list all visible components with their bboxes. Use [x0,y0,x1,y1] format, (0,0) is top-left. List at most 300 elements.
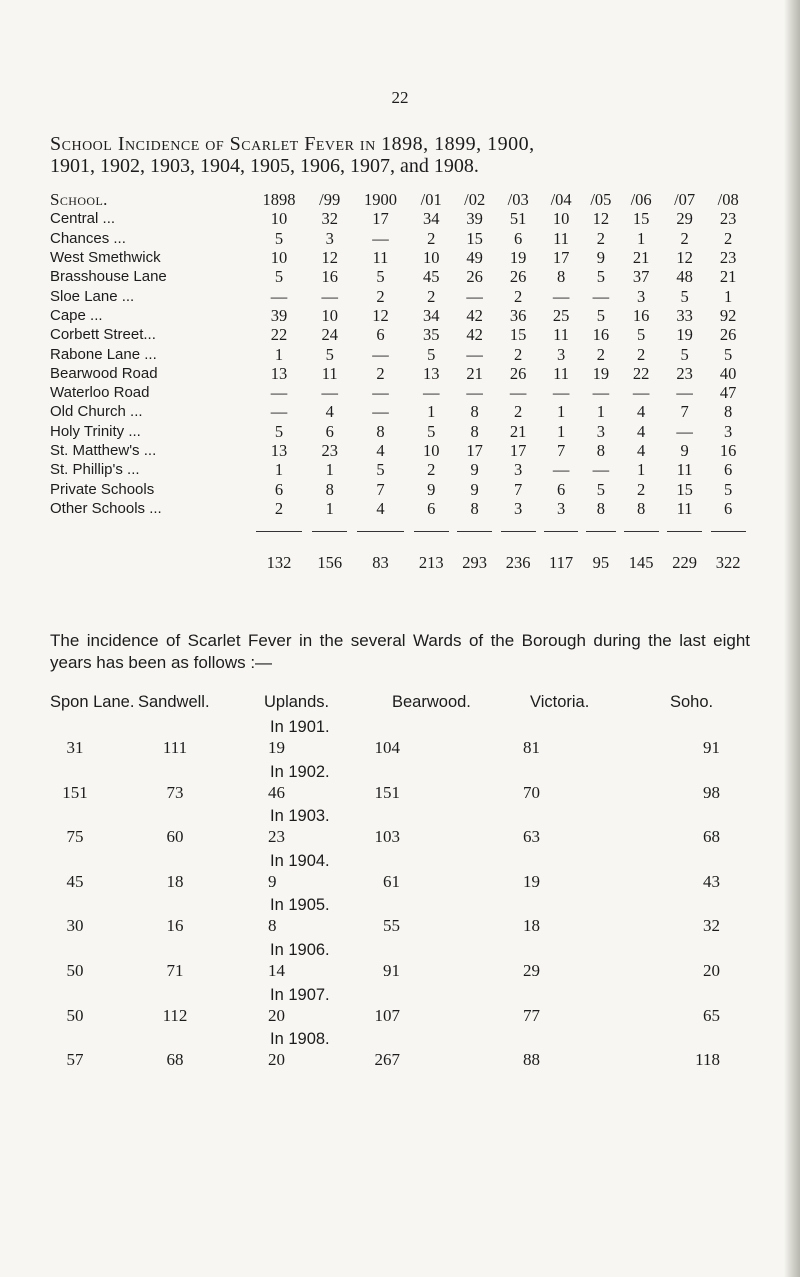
case-count: 6 [325,421,334,441]
case-count: 5 [274,421,284,441]
ward-value: 107 [374,1005,400,1025]
case-count: — [321,286,338,306]
ward-value: 16 [166,916,184,936]
case-count: 5 [376,267,385,287]
case-count: 4 [637,402,646,422]
case-count: 2 [376,286,385,306]
case-count: 36 [509,305,527,325]
total-value: 117 [549,552,574,572]
case-count: 8 [376,421,385,441]
table-row [50,383,750,402]
case-count: 19 [509,248,527,268]
case-count: 9 [596,248,605,268]
case-count: 7 [680,402,689,422]
case-count: — [372,402,389,422]
case-count: — [509,383,527,403]
case-count: 26 [509,363,527,383]
case-count: 2 [427,228,436,248]
ward-value: 91 [703,738,720,757]
ward-year-label: In 1907. [270,985,330,1004]
table-row [50,499,750,518]
case-count: 3 [514,460,523,480]
totals-row [50,537,750,573]
ward-value: 55 [383,916,400,936]
case-count: 17 [372,209,389,229]
case-count: 51 [509,209,527,229]
case-count: 21 [632,248,650,268]
blank-cell [50,537,250,573]
case-count: 12 [592,209,610,229]
case-count: 7 [556,441,566,460]
case-count: 22 [632,363,650,383]
ward-year-label: In 1904. [270,851,330,870]
case-count: — [270,383,288,403]
header-school: School. [50,190,108,210]
case-count: 1 [556,421,566,441]
case-count: 2 [514,286,523,306]
header-year: /05 [590,190,612,210]
school-name: Central ... [50,210,116,228]
total-rule [496,518,539,537]
ward-value: 71 [166,961,184,980]
ward-value: 104 [374,738,400,757]
case-count: — [592,460,610,480]
table-header-row [50,190,750,209]
ward-value: 19 [523,871,540,891]
school-name: Other Schools ... [50,499,162,517]
case-count: 13 [270,363,288,383]
ward-value: 63 [523,827,540,847]
ward-header: Spon Lane. [50,693,135,711]
case-count: 17 [509,441,527,460]
case-count: 13 [422,363,440,383]
total-rule [409,518,452,537]
table-row [50,306,750,325]
ward-year-label: In 1905. [270,896,330,915]
total-rule [663,518,706,537]
case-count: 19 [676,325,693,345]
table-row [50,229,750,248]
case-count: 42 [466,325,483,345]
case-count: 24 [321,325,338,345]
case-count: 2 [637,344,646,364]
ward-header: Sandwell. [138,693,210,711]
case-count: 15 [509,325,527,345]
case-count: 23 [719,248,737,268]
case-count: 6 [376,325,385,345]
case-count: 21 [509,421,527,441]
case-count: 48 [676,267,693,287]
case-count: 2 [427,286,436,306]
case-count: 5 [680,286,689,306]
case-count: 5 [596,267,605,287]
case-count: 34 [422,209,440,229]
case-count: 22 [270,325,288,345]
case-count: 40 [719,363,737,383]
rule-line [544,531,578,532]
school-incidence-table [50,190,750,573]
ward-value: 73 [166,782,184,802]
school-name: Old Church ... [50,403,143,421]
case-count: 12 [372,305,389,325]
case-count: 6 [724,498,733,518]
case-count: 3 [556,344,566,364]
ward-value: 112 [162,1005,188,1025]
case-count: 1 [556,402,566,422]
case-count: 7 [514,479,523,499]
case-count: 10 [270,248,288,268]
case-count: 4 [376,441,385,460]
case-count: 23 [676,363,693,383]
case-count: 39 [466,209,483,229]
ward-year-block [50,896,770,942]
header-year: /99 [319,190,341,210]
ward-value: 61 [383,871,400,891]
total-value: 293 [462,552,488,572]
school-name: Chances ... [50,229,126,247]
case-count: 11 [553,325,570,345]
header-year: /03 [507,190,529,210]
ward-year-label: In 1906. [270,941,330,959]
case-count: 35 [422,325,440,345]
ward-value: 46 [268,782,285,802]
case-count: 16 [321,267,338,287]
case-count: 1 [596,402,605,422]
case-count: 33 [676,305,693,325]
case-count: — [321,383,338,403]
school-name: St. Matthew's ... [50,442,157,459]
case-count: 11 [676,460,693,480]
case-count: 17 [466,441,483,460]
case-count: 4 [376,498,385,518]
school-name: Cape ... [50,306,103,324]
ward-value: 103 [374,827,400,847]
case-count: 92 [719,305,737,325]
case-count: 2 [724,228,733,248]
case-count: 1 [325,460,334,480]
case-count: — [676,383,693,403]
case-count: 10 [422,441,440,460]
table-title [50,133,750,177]
case-count: 2 [514,344,523,364]
ward-value: 60 [166,827,184,847]
case-count: 10 [321,305,338,325]
case-count: 2 [274,498,284,518]
case-count: 9 [470,460,479,480]
school-name: Sloe Lane ... [50,287,135,305]
table-row [50,460,750,479]
total-rule [582,518,619,537]
title-line-1: School Incidence of Scarlet Fever in 1898, 1899, 1900, [50,133,535,155]
case-count: 8 [596,441,605,460]
case-count: 49 [466,248,483,268]
case-count: 11 [321,363,338,383]
rule-line [624,531,659,532]
ward-value: 88 [523,1050,540,1070]
case-count: 19 [592,363,610,383]
total-rule [540,518,582,537]
ward-value: 20 [268,1005,285,1025]
total-rule [351,518,409,537]
total-value: 95 [592,552,610,572]
school-name: St. Phillip's ... [50,461,140,479]
ward-year-block [50,807,770,853]
school-name: Bearwood Road [50,364,158,382]
school-name: West Smethwick [50,249,161,267]
case-count: 26 [509,267,527,287]
case-count: — [676,421,693,441]
ward-header: Victoria. [530,693,590,711]
case-count: 21 [466,363,483,383]
case-count: — [372,228,389,248]
total-rule [250,518,308,537]
wards-intro-paragraph: The incidence of Scarlet Fever in the several Wards of the Borough during the last eight years has been as follows :— [50,631,750,672]
ward-value: 23 [268,827,285,847]
case-count: 5 [680,344,689,364]
case-count: 17 [552,248,570,268]
ward-header: Uplands. [264,693,330,711]
ward-value: 50 [66,961,84,980]
rule-line [357,531,403,532]
case-count: 23 [321,441,338,460]
case-count: — [552,286,570,306]
case-count: 8 [325,479,334,499]
case-count: 1 [427,402,436,422]
case-count: 3 [325,228,334,248]
case-count: 5 [325,344,334,364]
ward-year-block [50,1030,770,1076]
case-count: 2 [596,228,605,248]
table-row [50,286,750,305]
ward-value: 98 [703,782,720,802]
case-count: 6 [724,460,733,480]
case-count: 5 [427,421,436,441]
case-count: 26 [719,325,737,345]
case-count: 5 [724,479,733,499]
ward-value: 70 [523,782,540,802]
ward-value: 65 [703,1005,720,1025]
case-count: 23 [719,209,737,229]
case-count: 15 [676,479,693,499]
case-count: — [422,383,440,403]
rule-line [256,531,302,532]
case-count: 2 [637,479,646,499]
table-row [50,325,750,344]
header-year: /06 [630,190,652,210]
case-count: 10 [422,248,440,268]
case-count: 2 [427,460,436,480]
case-count: 4 [637,441,646,460]
case-count: 5 [724,344,733,364]
case-count: 16 [632,305,650,325]
case-count: 25 [552,305,570,325]
case-count: 39 [270,305,288,325]
rule-line [312,531,347,532]
wards-header-row [50,693,770,715]
case-count: 5 [637,325,646,345]
header-year: 1900 [363,190,397,210]
school-name: Brasshouse Lane [50,268,167,286]
case-count: 6 [556,479,566,499]
ward-value: 267 [374,1050,400,1070]
case-count: 16 [719,441,737,460]
header-year: /07 [674,190,696,210]
ward-year-block [50,852,770,898]
case-count: 8 [556,267,566,287]
case-count: 3 [514,498,523,518]
case-count: 5 [596,479,605,499]
rule-line [501,531,536,532]
case-count: 8 [470,498,479,518]
case-count: 45 [422,267,440,287]
ward-value: 32 [703,916,720,936]
case-count: — [632,383,650,403]
case-count: — [552,460,570,480]
total-value: 145 [628,552,654,572]
case-count: 2 [376,363,385,383]
case-count: 11 [676,498,693,518]
ward-value: 81 [523,738,540,757]
case-count: 34 [422,305,440,325]
case-count: — [592,383,610,403]
ward-value: 9 [268,871,277,891]
case-count: 7 [376,479,385,499]
ward-value: 8 [268,916,277,936]
case-count: 32 [321,209,338,229]
ward-value: 111 [162,738,188,757]
case-count: 10 [552,209,570,229]
case-count: 9 [680,441,689,460]
header-year: /04 [550,190,572,210]
total-rule [453,518,496,537]
page-number: 22 [391,88,409,107]
case-count: 12 [676,248,693,268]
case-count: 3 [637,286,646,306]
case-count: 9 [427,479,436,499]
rule-line [414,531,449,532]
case-count: 1 [274,344,284,364]
case-count: 12 [321,248,338,268]
case-count: 37 [632,267,650,287]
ward-value: 45 [66,871,84,891]
ward-value: 50 [66,1005,84,1025]
case-count: 5 [376,460,385,480]
case-count: — [372,383,389,403]
ward-value: 14 [268,961,285,980]
ward-value: 151 [62,782,88,802]
total-value: 156 [317,552,343,572]
case-count: 13 [270,441,288,460]
header-year: /01 [420,190,442,210]
case-count: 5 [596,305,605,325]
table-row [50,248,750,267]
case-count: — [466,383,483,403]
case-count: 4 [325,402,334,422]
case-count: 10 [270,209,288,229]
case-count: 4 [637,421,646,441]
case-count: 26 [466,267,483,287]
ward-value: 20 [268,1050,285,1070]
case-count: 1 [637,228,646,248]
case-count: 1 [637,460,646,480]
case-count: 2 [596,344,605,364]
ward-value: 19 [268,738,285,757]
table-row [50,441,750,460]
case-count: — [592,286,610,306]
ward-value: 29 [523,961,540,980]
blank-cell [50,518,250,537]
ward-value: 57 [66,1050,84,1070]
total-value: 322 [715,552,741,572]
ward-year-block [50,941,770,987]
total-rule [706,518,750,537]
case-count: 3 [556,498,566,518]
case-count: 8 [637,498,646,518]
case-count: 6 [427,498,436,518]
case-count: 3 [596,421,605,441]
ward-value: 91 [383,961,400,980]
case-count: 15 [632,209,650,229]
ward-year-block [50,986,770,1032]
case-count: — [372,344,389,364]
case-count: 42 [466,305,483,325]
case-count: 1 [325,498,334,518]
table-row [50,479,750,498]
case-count: 11 [553,363,570,383]
page-edge-shadow [784,0,800,1277]
case-count: 16 [592,325,610,345]
ward-value: 18 [166,871,184,891]
case-count: 1 [724,286,733,306]
ward-value: 43 [703,871,720,891]
ward-year-block [50,763,770,809]
case-count: 29 [676,209,693,229]
case-count: 8 [470,421,479,441]
case-count: 1 [274,460,284,480]
rule-line [586,531,616,532]
case-count: 21 [719,267,737,287]
table-row [50,344,750,363]
ward-year-label: In 1902. [270,762,330,781]
case-count: — [270,286,288,306]
ward-value: 30 [66,916,84,936]
total-value: 236 [505,552,531,572]
case-count: 3 [724,421,733,441]
case-count: 8 [724,402,733,422]
ward-year-label: In 1908. [270,1030,330,1049]
header-year: /08 [717,190,739,210]
ward-value: 77 [523,1005,540,1025]
case-count: — [466,286,483,306]
ward-year-block [50,718,770,764]
ward-value: 20 [703,961,720,980]
case-count: 6 [514,228,523,248]
case-count: 11 [553,228,570,248]
school-name: Holy Trinity ... [50,422,141,440]
total-rule [619,518,662,537]
school-name: Rabone Lane ... [50,345,157,363]
rule-line [667,531,702,532]
case-count: 47 [719,383,737,403]
case-count: — [552,383,570,403]
case-count: 11 [372,248,389,268]
total-rule [308,518,351,537]
school-name: Corbett Street... [50,326,156,344]
ward-year-label: In 1901. [270,718,330,736]
school-name: Waterloo Road [50,384,150,402]
table-row [50,267,750,286]
table-row [50,209,750,228]
